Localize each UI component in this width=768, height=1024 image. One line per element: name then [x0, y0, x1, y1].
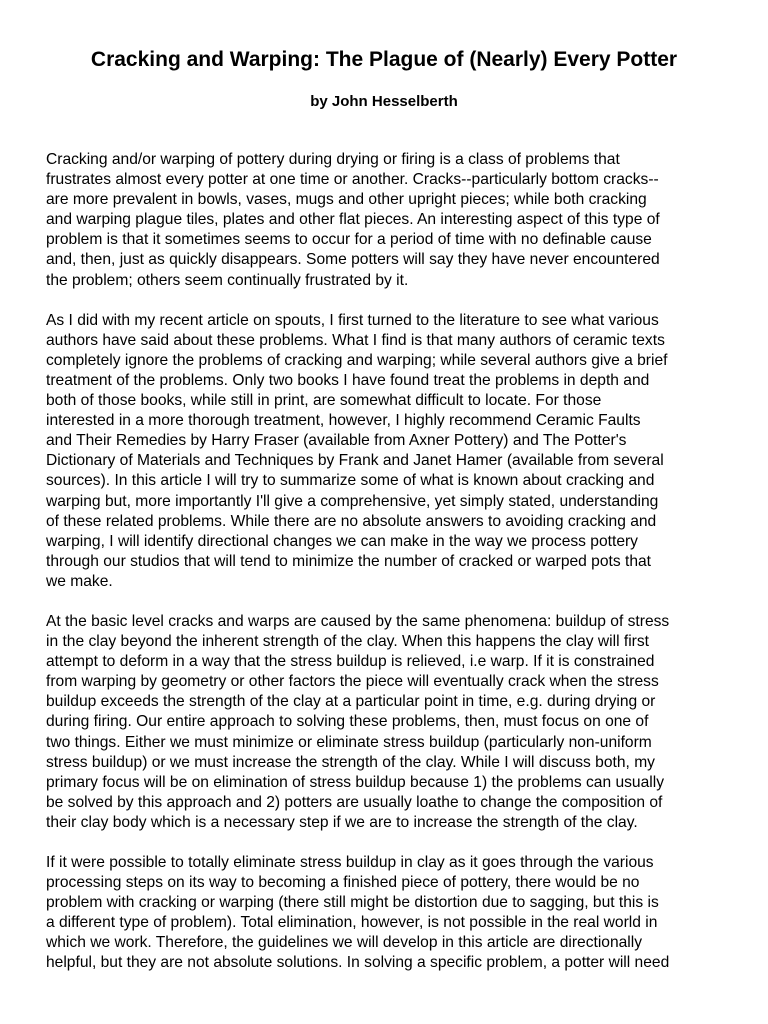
text-line: processing steps on its way to becoming a finished piece of pottery, there would be no [46, 874, 640, 892]
paragraph-stress [46, 612, 726, 833]
text-line: helpful, but they are not absolute solutions. In solving a specific problem, a potter will need [46, 954, 670, 972]
document-title: Cracking and Warping: The Plague of (Nearly) Every Potter [90, 48, 678, 71]
text-line: and, then, just as quickly disappears. Some potters will say they have never encountered [46, 251, 660, 269]
text-line: their clay body which is a necessary step if we are to increase the strength of the clay. [46, 813, 638, 831]
text-line: which we work. Therefore, the guidelines we will develop in this article are directionally [46, 934, 643, 952]
text-line: buildup exceeds the strength of the clay at a particular point in time, e.g. during drying or [46, 693, 656, 711]
text-line: a different type of problem). Total elimination, however, is not possible in the real world in [46, 914, 658, 932]
text-line: At the basic level cracks and warps are caused by the same phenomena: buildup of stress [46, 612, 670, 630]
text-line: from warping by geometry or other factors the piece will eventually crack when the stress [46, 673, 659, 691]
text-line: sources). In this article I will try to summarize some of what is known about cracking and [46, 472, 655, 490]
text-line: and Their Remedies by Harry Fraser (available from Axner Pottery) and The Potter's [46, 432, 627, 450]
text-line: warping, I will identify directional changes we can make in the way we process pottery [46, 532, 638, 550]
text-line: Cracking and/or warping of pottery during drying or firing is a class of problems that [46, 151, 620, 168]
text-line: treatment of the problems. Only two books I have found treat the problems in depth and [46, 371, 650, 389]
text-line: problem is that it sometimes seems to occur for a period of time with no definable cause [46, 231, 652, 249]
text-line: primary focus will be on elimination of stress buildup because 1) the problems can usually [46, 773, 664, 791]
text-line: be solved by this approach and 2) potters are usually loathe to change the composition of [46, 793, 663, 811]
paragraph-elimination [46, 853, 726, 974]
text-line: through our studios that will tend to minimize the number of cracked or warped pots that [46, 552, 652, 570]
text-line: frustrates almost every potter at one time or another. Cracks--particularly bottom cracks-- [46, 171, 659, 189]
text-line: completely ignore the problems of cracking and warping; while several authors give a brief [46, 351, 668, 369]
document-body [46, 150, 726, 994]
text-line: during firing. Our entire approach to solving these problems, then, must focus on one of [46, 713, 649, 731]
text-line: authors have said about these problems. What I find is that many authors of ceramic texts [46, 331, 665, 349]
text-line: If it were possible to totally eliminate stress buildup in clay as it goes through the various [46, 854, 654, 871]
text-line: attempt to deform in a way that the stress buildup is relieved, i.e warp. If it is constrained [46, 653, 655, 671]
text-line: are more prevalent in bowls, vases, mugs and other upright pieces; while both cracking [46, 191, 647, 209]
text-line: of these related problems. While there are no absolute answers to avoiding cracking and [46, 512, 657, 530]
paragraph-intro [46, 150, 726, 291]
text-line: both of those books, while still in print, are somewhat difficult to locate. For those [46, 392, 602, 410]
text-line: warping but, more importantly I'll give a comprehensive, yet simply stated, understanding [46, 492, 659, 510]
text-line: Dictionary of Materials and Techniques by Frank and Janet Hamer (available from several [46, 452, 664, 470]
text-line: two things. Either we must minimize or eliminate stress buildup (particularly non-uniform [46, 733, 652, 751]
text-line: stress buildup) or we must increase the strength of the clay. While I will discuss both, my [46, 753, 655, 771]
text-line: we make. [46, 572, 113, 590]
document-author: by John Hesselberth [310, 93, 458, 110]
text-line: As I did with my recent article on spouts, I first turned to the literature to see what various [46, 311, 659, 329]
text-line: problem with cracking or warping (there still might be distortion due to sagging, but this is [46, 894, 659, 912]
text-line: in the clay beyond the inherent strength of the clay. When this happens the clay will first [46, 633, 650, 651]
text-line: interested in a more thorough treatment, however, I highly recommend Ceramic Faults [46, 412, 641, 430]
text-line: and warping plague tiles, plates and other flat pieces. An interesting aspect of this type of [46, 211, 660, 229]
paragraph-literature [46, 311, 726, 592]
text-line: the problem; others seem continually frustrated by it. [46, 271, 409, 289]
